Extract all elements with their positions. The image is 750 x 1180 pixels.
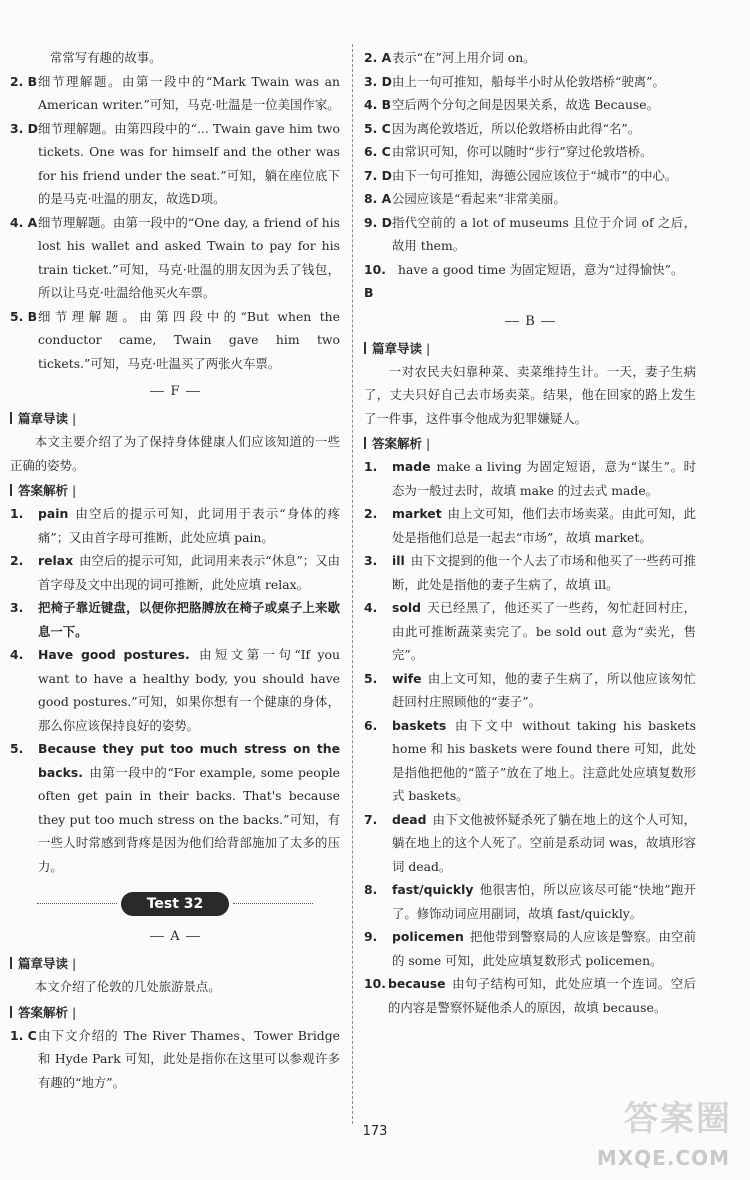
answer-item bbox=[364, 549, 696, 596]
answer-keyword: baskets bbox=[392, 717, 447, 733]
section-heading-a: A bbox=[10, 924, 340, 950]
analysis-heading-f: 答案解析 | bbox=[10, 479, 340, 502]
answer-item bbox=[364, 258, 696, 305]
watermark-url: MXQE.COM bbox=[596, 1146, 730, 1170]
answer-explanation: 由下文提到的他一个人去了市场和他买了一些药可推断，此处是指他的妻子生病了，故填 ill。 bbox=[392, 553, 696, 592]
answer-item bbox=[364, 140, 696, 164]
answer-number: 8. bbox=[364, 882, 378, 897]
answer-explanation: 公园应该是“看起来”非常美丽。 bbox=[392, 191, 566, 206]
answer-item bbox=[10, 643, 340, 737]
answer-explanation: 由短文第一句“If you want to have a healthy body, you should have good postures.”可知，如果你想有一个健康的身体，那么你应该保持良好的姿势。 bbox=[38, 647, 340, 733]
answer-item bbox=[364, 164, 696, 188]
answer-list-a-left bbox=[10, 1024, 340, 1095]
guide-text-b: 一对农民夫妇靠种菜、卖菜维持生计。一天，妻子生病了，丈夫只好自己去市场卖菜。结果，他在回家的路上发生了一件事，这件事令他成为犯罪嫌疑人。 bbox=[364, 363, 696, 426]
answer-explanation: 细节理解题。由第四段中的“But when the conductor came, Twain gave him two tickets.”可知，马克·吐温买了两张火车票。 bbox=[38, 308, 340, 371]
guide-text-f: 本文主要介绍了为了保持身体健康人们应该知道的一些正确的姿势。 bbox=[10, 434, 340, 473]
analysis-heading-a: 答案解析 | bbox=[10, 1001, 340, 1024]
answer-item bbox=[10, 1024, 340, 1095]
answer-number: 1. bbox=[10, 506, 24, 521]
answer-explanation: 由常识可知，你可以随时“步行”穿过伦敦塔桥。 bbox=[392, 144, 653, 159]
answer-explanation: 由下文中 without taking his baskets home 和 his baskets were found there 可知，此处是指他把他的“篮子”放在了地上。注意此处应填复数形式 baskets。 bbox=[392, 717, 696, 803]
answer-number: 3. D bbox=[10, 120, 38, 136]
answer-item bbox=[364, 211, 696, 258]
answer-item bbox=[10, 502, 340, 549]
test-badge: Test 32 bbox=[121, 892, 229, 916]
section-heading-f: F bbox=[10, 379, 340, 405]
answer-keyword: dead bbox=[392, 811, 427, 827]
answer-number: 2. B bbox=[10, 73, 38, 89]
watermark-logo: 答案圈 bbox=[624, 1099, 732, 1139]
answer-number: 2. bbox=[10, 553, 24, 568]
answer-number: 5. C bbox=[364, 120, 391, 136]
answer-explanation: 由空后的提示可知，此词用来表示“休息”；又由首字母及文中出现的词可推断，此处应填 relax。 bbox=[38, 553, 340, 592]
left-column bbox=[10, 46, 340, 1094]
answer-item bbox=[364, 187, 696, 211]
answer-number: 6. bbox=[364, 717, 378, 733]
answer-number: 4. A bbox=[10, 214, 38, 230]
answer-number: 7. D bbox=[364, 167, 392, 183]
answer-list-b bbox=[364, 455, 696, 1019]
answer-number: 9. bbox=[364, 929, 378, 944]
answer-keyword: because bbox=[388, 976, 446, 991]
guide-heading-a: 篇章导读 | bbox=[10, 952, 340, 975]
answer-item bbox=[10, 70, 340, 117]
answer-item bbox=[364, 502, 696, 549]
answer-number: 10. B bbox=[364, 261, 386, 300]
continuation-text: 常常写有趣的故事。 bbox=[50, 50, 162, 65]
answer-item bbox=[364, 596, 696, 667]
answer-explanation: 因为离伦敦塔近，所以伦敦塔桥由此得“名”。 bbox=[392, 120, 641, 136]
answer-number: 1. bbox=[364, 459, 378, 474]
answer-number: 4. B bbox=[364, 97, 392, 112]
answer-keyword: wife bbox=[392, 670, 422, 686]
answer-number: 5. bbox=[10, 741, 24, 756]
answer-item bbox=[364, 667, 696, 714]
answer-item bbox=[10, 211, 340, 305]
answer-item bbox=[364, 46, 696, 70]
answer-number: 7. bbox=[364, 811, 378, 827]
answer-item bbox=[10, 596, 340, 643]
answer-explanation: 把椅子靠近键盘，以便你把胳膊放在椅子或桌子上来歇息一下。 bbox=[38, 600, 340, 639]
answer-item bbox=[10, 737, 340, 878]
answer-number: 3. D bbox=[364, 73, 392, 89]
answer-keyword: relax bbox=[38, 553, 74, 568]
answer-number: 4. bbox=[10, 647, 24, 662]
answer-number: 4. bbox=[364, 600, 378, 615]
answer-list-test31-e bbox=[10, 70, 340, 376]
section-heading-b: B bbox=[364, 309, 696, 335]
answer-explanation: 由下文他被怀疑杀死了躺在地上的这个人可知，躺在地上的这个人死了。空前是系动词 was，故填形容词 dead。 bbox=[392, 811, 696, 874]
answer-item bbox=[364, 972, 696, 1019]
answer-keyword: pain bbox=[38, 506, 69, 521]
answer-keyword: Because they put too much stress on the backs. bbox=[38, 741, 340, 780]
answer-number: 1. C bbox=[10, 1027, 37, 1043]
answer-explanation: 细节理解题。由第四段中的“... Twain gave him two tickets. One was for himself and the other was for his friend under the seat.”可知，躺在座位底下的是马克·吐温的朋友，故选D项。 bbox=[38, 120, 340, 206]
answer-explanation: 天已经黑了，他还买了一些药，匆忙赶回村庄，由此可推断蔬菜卖完了。be sold out 意为“卖光，售完”。 bbox=[392, 600, 696, 662]
answer-item bbox=[364, 70, 696, 94]
answer-item bbox=[364, 808, 696, 879]
answer-explanation: 表示“在”河上用介词 on。 bbox=[392, 50, 536, 65]
answer-keyword: made bbox=[392, 459, 431, 474]
answer-item bbox=[10, 305, 340, 376]
answer-number: 2. bbox=[364, 506, 378, 521]
answer-item bbox=[364, 455, 696, 502]
answer-number: 8. A bbox=[364, 191, 392, 206]
answer-item bbox=[364, 117, 696, 141]
answer-explanation: 由第一段中的“For example, some people often get pain in their backs. That's because they put too much stress on the backs.”可知，有一些人时常感到背疼是因为他们给背部施加了太多的压力。 bbox=[38, 764, 340, 874]
answer-number: 2. A bbox=[364, 50, 392, 65]
answer-item bbox=[364, 714, 696, 808]
answer-number: 3. bbox=[364, 553, 378, 568]
answer-explanation: 细节理解题。由第一段中的“Mark Twain was an American writer.”可知，马克·吐温是一位美国作家。 bbox=[38, 73, 340, 112]
answer-explanation: make a living 为固定短语，意为“谋生”。时态为一般过去时，故填 make 的过去式 made。 bbox=[392, 459, 696, 498]
answer-explanation: 由空后的提示可知，此词用于表示“身体的疼痛”；又由首字母可推断，此处应填 pain。 bbox=[38, 506, 340, 545]
answer-explanation: 细节理解题。由第一段中的“One day, a friend of his lost his wallet and asked Twain to pay for his train ticket.”可知，马克·吐温的朋友因为丢了钱包，所以让马克·吐温给他买火车票。 bbox=[38, 214, 340, 300]
answer-keyword: ill bbox=[392, 553, 405, 568]
answer-list-f bbox=[10, 502, 340, 878]
column-divider bbox=[352, 44, 353, 1124]
answer-explanation: 由下一句可推知，海德公园应该位于“城市”的中心。 bbox=[392, 167, 678, 183]
page-number: 173 bbox=[362, 1124, 388, 1139]
answer-explanation: 空后两个分句之间是因果关系，故选 Because。 bbox=[392, 97, 660, 112]
answer-keyword: policemen bbox=[392, 929, 464, 944]
answer-explanation: 由下文介绍的 The River Thames、Tower Bridge 和 Hyde Park 可知，此处是指你在这里可以参观许多有趣的“地方”。 bbox=[38, 1027, 340, 1090]
right-column bbox=[364, 46, 696, 1019]
guide-heading-f: 篇章导读 | bbox=[10, 407, 340, 430]
answer-list-a-right bbox=[364, 46, 696, 305]
answer-item bbox=[364, 878, 696, 925]
analysis-heading-b: 答案解析 | bbox=[364, 432, 696, 455]
answer-explanation: 由上文可知，他们去市场卖菜。由此可知，此处是指他们总是一起去“市场”，故填 market。 bbox=[392, 506, 696, 545]
guide-text-a: 本文介绍了伦敦的几处旅游景点。 bbox=[34, 979, 221, 994]
answer-number: 10. bbox=[364, 976, 386, 991]
answer-explanation: 由上文可知，他的妻子生病了，所以他应该匆忙赶回村庄照顾他的“妻子”。 bbox=[392, 670, 696, 709]
answer-explanation: 把他带到警察局的人应该是警察。由空前的 some 可知，此处应填复数形式 policemen。 bbox=[392, 929, 696, 968]
answer-keyword: sold bbox=[392, 600, 422, 615]
answer-item bbox=[364, 925, 696, 972]
answer-explanation: 指代空前的 a lot of museums 且位于介词 of 之后，故用 them。 bbox=[392, 214, 696, 253]
answer-item bbox=[364, 93, 696, 117]
guide-heading-b: 篇章导读 | bbox=[364, 337, 696, 360]
answer-explanation: have a good time 为固定短语，意为“过得愉快”。 bbox=[398, 261, 684, 277]
answer-item bbox=[10, 117, 340, 211]
answer-explanation: 由上一句可推知，船每半小时从伦敦塔桥“驶离”。 bbox=[392, 73, 665, 89]
answer-number: 9. D bbox=[364, 214, 392, 230]
answer-number: 5. bbox=[364, 670, 378, 686]
answer-number: 5. B bbox=[10, 308, 38, 324]
answer-keyword: fast/quickly bbox=[392, 882, 474, 897]
answer-item bbox=[10, 549, 340, 596]
answer-keyword: market bbox=[392, 506, 442, 521]
answer-explanation: 由句子结构可知，此处应填一个连词。空后的内容是警察怀疑他杀人的原因，故填 because。 bbox=[388, 976, 696, 1015]
answer-keyword: Have good postures. bbox=[38, 647, 190, 662]
answer-number: 3. bbox=[10, 600, 24, 615]
answer-number: 6. C bbox=[364, 144, 391, 159]
answer-explanation: 他很害怕，所以应该尽可能“快地”跑开了。修饰动词应用副词，故填 fast/quickly。 bbox=[392, 882, 696, 921]
